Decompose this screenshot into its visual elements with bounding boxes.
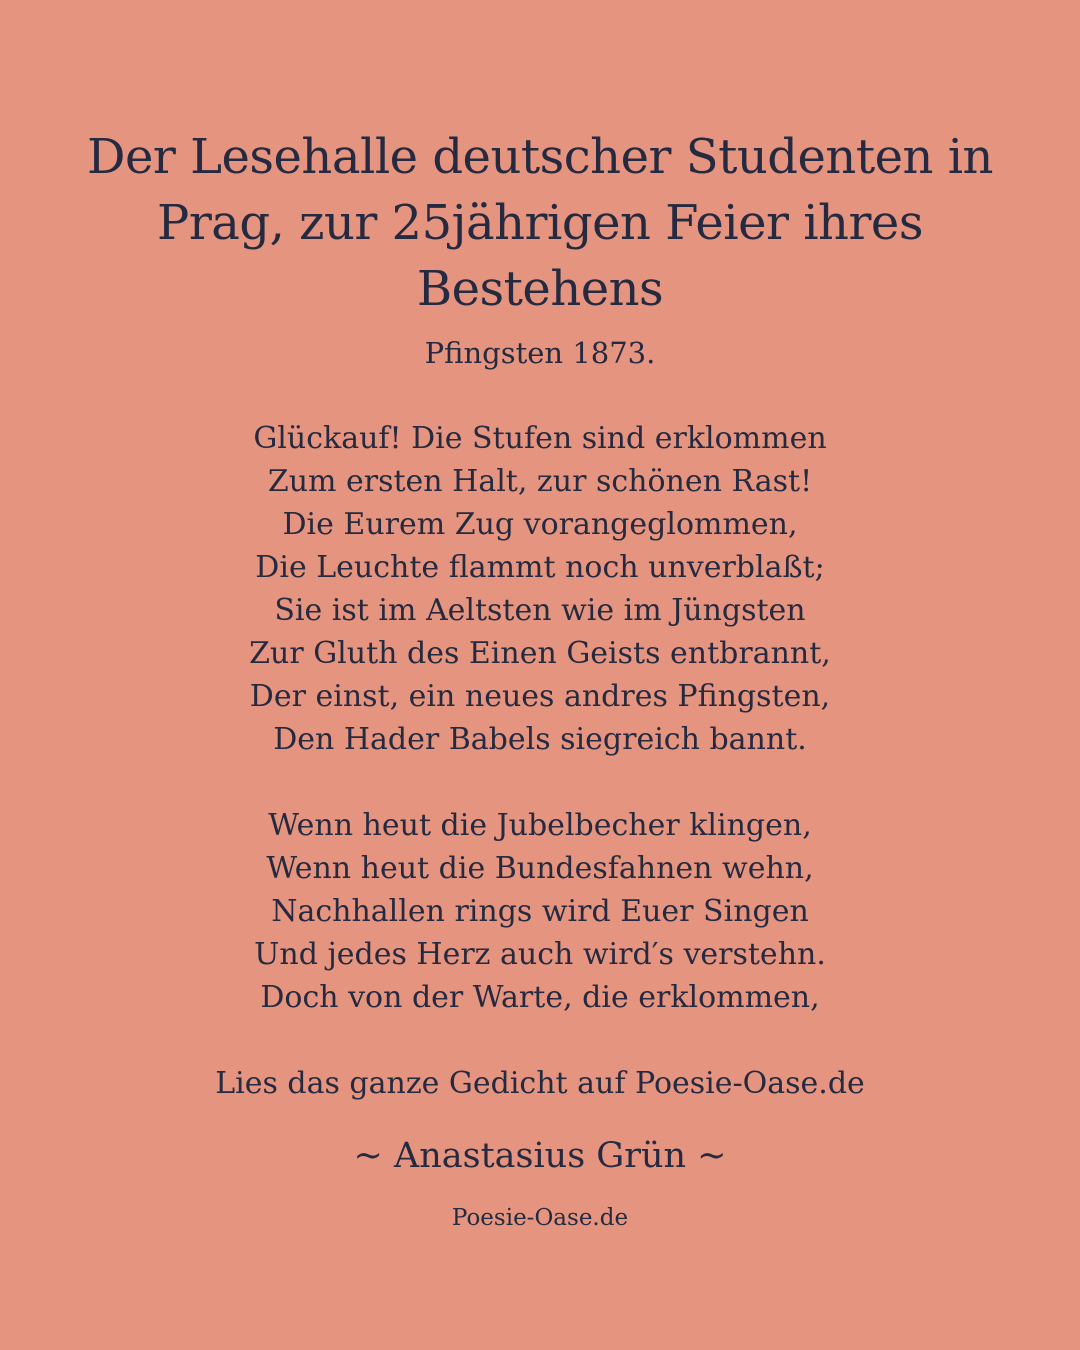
verse-line: Und jedes Herz auch wird′s verstehn. [254,937,826,972]
verse-line: Nachhallen rings wird Euer Singen [271,894,809,929]
stanza-2 [0,804,1080,1019]
verse-line: Zum ersten Halt, zur schönen Rast! [267,464,813,499]
verse-line: Der einst, ein neues andres Pfingsten, [249,679,831,714]
verse-line: Die Eurem Zug vorangeglommen, [282,507,798,542]
poem-title: Der Lesehalle deutscher Studenten in Prag, zur 25jährigen Feier ihres Bestehens [87,129,993,317]
verse-line: Wenn heut die Jubelbecher klingen, [268,808,812,843]
verse-line: Sie ist im Aeltsten wie im Jüngsten [274,593,806,628]
site-watermark: Poesie-Oase.de [451,1205,629,1231]
verse-line: Doch von der Warte, die erklommen, [260,980,820,1015]
verse-line: Wenn heut die Bundesfahnen wehn, [266,851,814,886]
stanza-1 [0,417,1080,761]
verse-line: Zur Gluth des Einen Geists entbrannt, [249,636,831,671]
verse-line: Glückauf! Die Stufen sind erklommen [253,421,827,456]
poem-subtitle: Pfingsten 1873. [424,336,656,370]
author-name: ~ Anastasius Grün ~ [353,1136,727,1176]
verse-line: Den Hader Babels siegreich bannt. [273,722,807,757]
verse-line: Die Leuchte flammt noch unverblaßt; [255,550,825,585]
read-more-text: Lies das ganze Gedicht auf Poesie-Oase.de [215,1066,865,1101]
